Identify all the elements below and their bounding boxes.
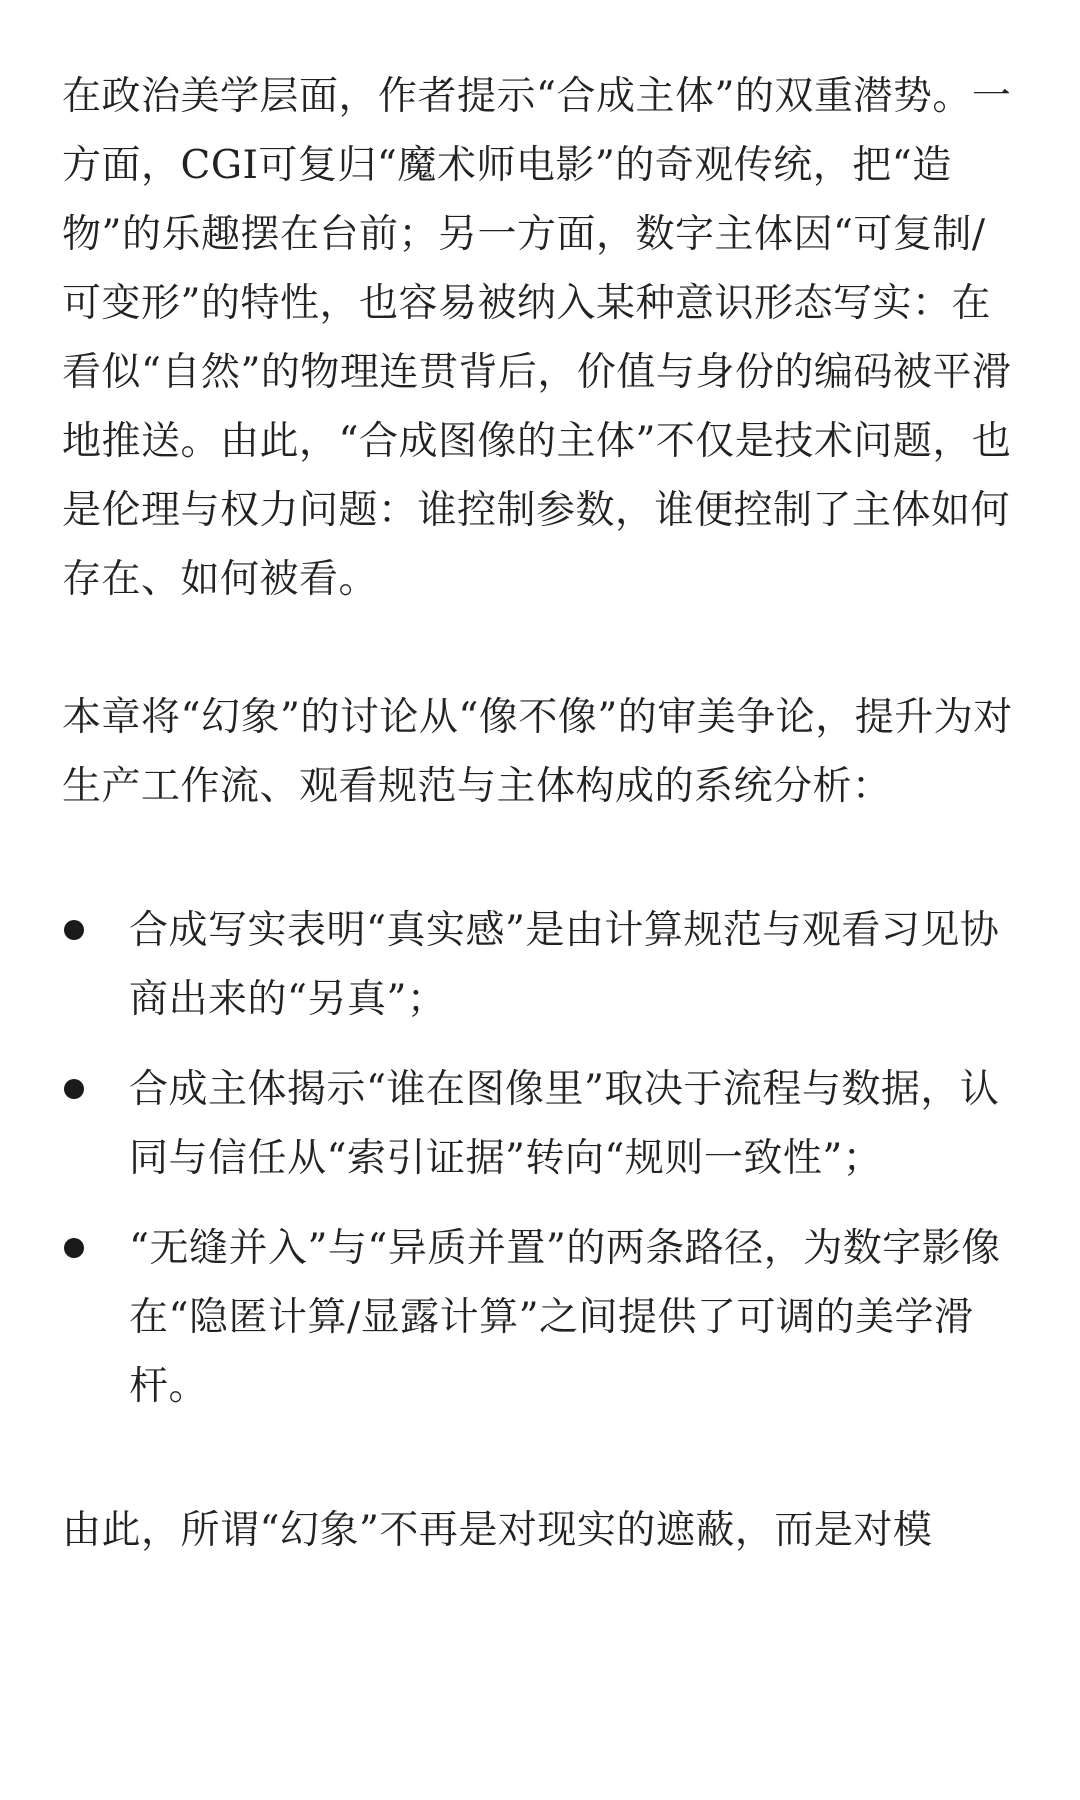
bullet-list [62, 896, 1022, 1421]
article-body [62, 62, 1022, 1565]
bullet-point-icon [64, 920, 84, 940]
bullet-point-icon [64, 1079, 84, 1099]
list-item-text: 合成主体揭示“谁在图像里”取决于流程与数据，认同与信任从“索引证据”转向“规则一致性”； [129, 1067, 1000, 1181]
paragraph-conclusion: 由此，所谓“幻象”不再是对现实的遮蔽，而是对模 [62, 1508, 933, 1553]
paragraph-chapter-summary: 本章将“幻象”的讨论从“像不像”的审美争论，提升为对生产工作流、观看规范与主体构成的系统分析： [62, 695, 1013, 809]
paragraph-political-aesthetics: 在政治美学层面，作者提示“合成主体”的双重潜势。一方面，CGI可复归“魔术师电影”的奇观传统，把“造物”的乐趣摆在台前；另一方面，数字主体因“可复制/可变形”的特性，也容易被纳入某种意识形态写实：在看似“自然”的物理连贯背后，价值与身份的编码被平滑地推送。由此，“合成图像的主体”不仅是技术问题，也是伦理与权力问题：谁控制参数，谁便控制了主体如何存在、如何被看。 [62, 74, 1012, 602]
list-item [62, 1055, 1022, 1193]
list-item-text: “无缝并入”与“异质并置”的两条路径，为数字影像在“隐匿计算/显露计算”之间提供了可调的美学滑杆。 [129, 1226, 1001, 1409]
list-item-text: 合成写实表明“真实感”是由计算规范与观看习见协商出来的“另真”； [129, 908, 1000, 1022]
bullet-point-icon [64, 1238, 84, 1258]
list-item [62, 1214, 1022, 1421]
list-item [62, 896, 1022, 1034]
